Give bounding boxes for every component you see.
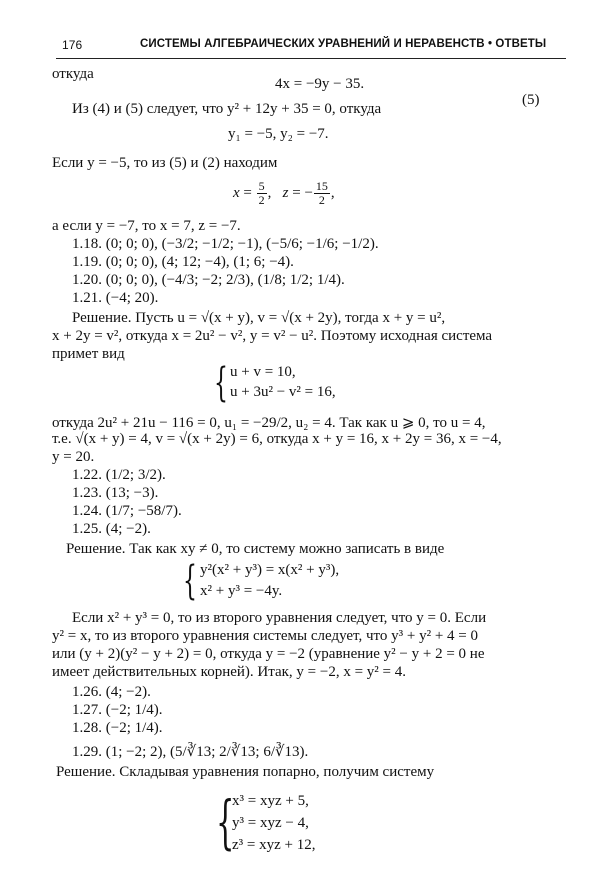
system-brace: { bbox=[214, 360, 228, 406]
page-number: 176 bbox=[62, 38, 83, 52]
system-equation: x³ = xyz + 5, bbox=[232, 793, 309, 809]
paragraph-line: Если x² + y³ = 0, то из второго уравнения следует, что y = 0. Если bbox=[72, 610, 487, 626]
header-rule bbox=[56, 58, 566, 59]
answer-1-25: 1.25. (4; −2). bbox=[72, 521, 151, 537]
system-equation: u + v = 10, bbox=[230, 364, 296, 380]
system-equation: y²(x² + y³) = x(x² + y³), bbox=[200, 562, 340, 578]
text-line: Из (4) и (5) следует, что y² + 12y + 35 = 0, откуда bbox=[72, 101, 382, 117]
text-line: Если y = −5, то из (5) и (2) находим bbox=[52, 155, 278, 171]
answer-1-27: 1.27. (−2; 1/4). bbox=[72, 702, 163, 718]
solution-line: примет вид bbox=[52, 346, 125, 362]
solution-line: y = 20. bbox=[52, 449, 95, 465]
answer-1-24: 1.24. (1/7; −58/7). bbox=[72, 503, 182, 519]
solution-line: Решение. Складывая уравнения попарно, получим систему bbox=[56, 764, 435, 780]
fraction: $\frac{15}{2}$ bbox=[315, 179, 328, 207]
answer-1-18: 1.18. (0; 0; 0), (−3/2; −1/2; −1), (−5/6; −1/6; −1/2). bbox=[72, 236, 379, 252]
system-equation: z³ = xyz + 12, bbox=[232, 837, 316, 853]
fraction: $\frac{5}{2}$ bbox=[258, 179, 265, 207]
paragraph-line: y² = x, то из второго уравнения системы следует, что y³ + y² + 4 = 0 bbox=[52, 628, 479, 644]
text-line: а если y = −7, то x = 7, z = −7. bbox=[52, 218, 241, 234]
paragraph-line: или (y + 2)(y² − y + 2) = 0, откуда y = −2 (уравнение y² − y + 2 = 0 не bbox=[52, 646, 485, 662]
system-equation: y³ = xyz − 4, bbox=[232, 815, 309, 831]
equation: y₁ = −5, y₂ = −7. bbox=[228, 126, 329, 142]
answer-1-29: 1.29. (1; −2; 2), (5/∛13; 2/∛13; 6/∛13). bbox=[72, 744, 309, 760]
solution-line: x + 2y = v², откуда x = 2u² − v², y = v² − u². Поэтому исходная система bbox=[52, 328, 493, 344]
system-equation: u + 3u² − v² = 16, bbox=[230, 384, 336, 400]
answer-1-21: 1.21. (−4; 20). bbox=[72, 290, 159, 306]
solution-line: Решение. Так как xy ≠ 0, то систему можно записать в виде bbox=[66, 541, 445, 557]
answer-1-26: 1.26. (4; −2). bbox=[72, 684, 151, 700]
equation-number: (5) bbox=[522, 92, 540, 108]
paragraph-line: имеет действительных корней). Итак, y = −2, x = y² = 4. bbox=[52, 664, 407, 680]
answer-1-20: 1.20. (0; 0; 0), (−4/3; −2; 2/3), (1/8; 1/2; 1/4). bbox=[72, 272, 345, 288]
solution-line: Решение. Пусть u = √(x + y), v = √(x + 2y), тогда x + y = u², bbox=[72, 310, 446, 326]
system-brace: { bbox=[216, 788, 235, 856]
solution-line: т.е. √(x + y) = 4, v = √(x + 2y) = 6, откуда x + y = 16, x + 2y = 36, x = −4, bbox=[52, 431, 502, 447]
equation-x-z: x = $\frac{5}{2}$ , z = − $\frac{15}{2}$ , bbox=[233, 179, 335, 207]
system-equation: x² + y³ = −4y. bbox=[200, 583, 283, 599]
answer-1-23: 1.23. (13; −3). bbox=[72, 485, 159, 501]
running-title: СИСТЕМЫ АЛГЕБРАИЧЕСКИХ УРАВНЕНИЙ И НЕРАВЕНСТВ • ОТВЕТЫ bbox=[140, 38, 547, 50]
equation: 4x = −9y − 35. bbox=[275, 76, 365, 92]
system-brace: { bbox=[183, 558, 197, 604]
solution-line: откуда 2u² + 21u − 116 = 0, u₁ = −29/2, u₂ = 4. Так как u ⩾ 0, то u = 4, bbox=[52, 415, 486, 431]
answer-1-19: 1.19. (0; 0; 0), (4; 12; −4), (1; 6; −4). bbox=[72, 254, 294, 270]
text-line: откуда bbox=[52, 66, 94, 82]
answer-1-28: 1.28. (−2; 1/4). bbox=[72, 720, 163, 736]
answer-1-22: 1.22. (1/2; 3/2). bbox=[72, 467, 166, 483]
